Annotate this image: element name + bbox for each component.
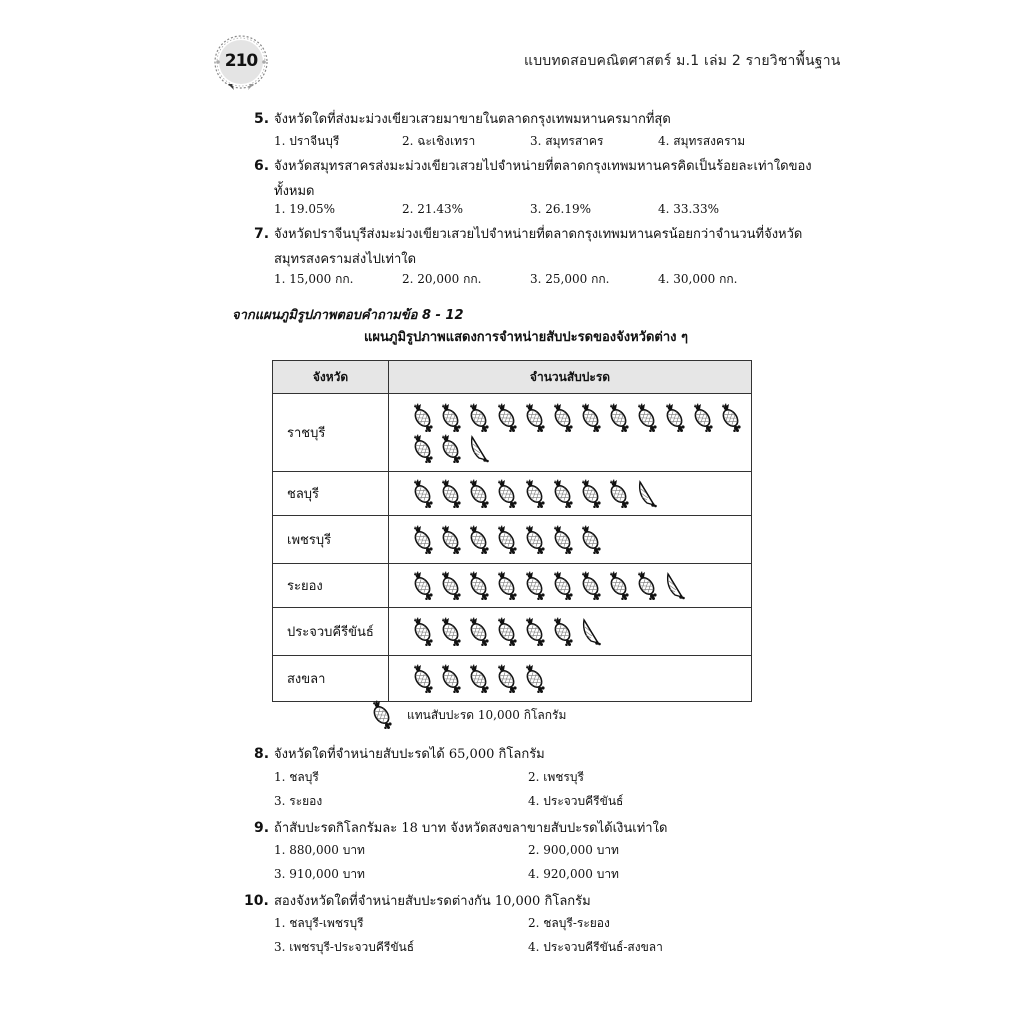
- half-pineapple-icon: [467, 434, 490, 463]
- half-pineapple-icon: [579, 617, 602, 646]
- question-5-options: [274, 132, 794, 151]
- pineapple-icon: [411, 525, 434, 554]
- option-3[interactable]: 3. ระยอง: [274, 794, 323, 808]
- option-2[interactable]: 2. เพชรบุรี: [528, 770, 584, 784]
- pineapple-icon: [439, 434, 462, 463]
- pineapple-icon: [551, 479, 574, 508]
- option-3[interactable]: 3. 910,000 บาท: [274, 867, 365, 881]
- option-4[interactable]: 4. 920,000 บาท: [528, 867, 619, 881]
- pineapple-icon: [411, 434, 434, 463]
- pineapple-icons-cell: [389, 564, 752, 608]
- pineapple-icon: [551, 571, 574, 600]
- pineapple-icon: [663, 403, 686, 432]
- pineapple-icon: [411, 403, 434, 432]
- pineapple-icons-cell: [389, 472, 752, 516]
- question-text: จังหวัดใดที่จำหน่ายสับปะรดได้ 65,000 กิโลกรัม: [274, 747, 545, 762]
- column-header-province: จังหวัด: [273, 361, 389, 394]
- pineapple-icon: [551, 525, 574, 554]
- option-4[interactable]: 4. 33.33%: [658, 202, 720, 216]
- question-text: จังหวัดสมุทรสาครส่งมะม่วงเขียวเสวยไปจำหน่ายที่ตลาดกรุงเทพมหานครคิดเป็นร้อยละเท่าใดของ: [274, 159, 812, 174]
- pineapple-icon: [467, 571, 490, 600]
- pineapple-icon: [635, 403, 658, 432]
- question-5: [254, 108, 671, 129]
- pineapple-icon: [411, 664, 434, 693]
- option-1[interactable]: 1. 19.05%: [274, 202, 336, 216]
- question-text: สองจังหวัดใดที่จำหน่ายสับปะรดต่างกัน 10,000 กิโลกรัม: [274, 894, 591, 909]
- option-3[interactable]: 3. เพชรบุรี-ประจวบคีรีขันธ์: [274, 940, 415, 954]
- pineapple-icon: [495, 571, 518, 600]
- book-title: แบบทดสอบคณิตศาสตร์ ม.1 เล่ม 2 รายวิชาพื้นฐาน: [524, 53, 841, 69]
- option-3[interactable]: 3. สมุทรสาคร: [530, 134, 604, 148]
- pineapple-icon: [523, 479, 546, 508]
- option-1[interactable]: 1. ปราจีนบุรี: [274, 134, 340, 148]
- pineapple-icon: [495, 479, 518, 508]
- question-text-cont: ทั้งหมด: [274, 184, 315, 199]
- pineapple-icon: [495, 525, 518, 554]
- pineapple-icon: [411, 571, 434, 600]
- half-pineapple-icon: [663, 571, 686, 600]
- pineapple-icon: [691, 403, 714, 432]
- option-3[interactable]: 3. 26.19%: [530, 202, 592, 216]
- pineapple-icons-cell: [389, 394, 752, 472]
- question-number: 9.: [254, 820, 270, 836]
- pineapple-icon: [439, 664, 462, 693]
- province-name: ประจวบคีรีขันธ์: [273, 608, 389, 656]
- pineapple-icon: [411, 479, 434, 508]
- option-2[interactable]: 2. ฉะเชิงเทรา: [402, 134, 476, 148]
- table-row: [273, 608, 752, 656]
- pineapple-icons-cell: [389, 656, 752, 702]
- pineapple-icon: [523, 617, 546, 646]
- option-1[interactable]: 1. 15,000 กก.: [274, 272, 354, 286]
- pineapple-icon: [523, 403, 546, 432]
- question-number: 7.: [254, 226, 270, 242]
- question-number: 5.: [254, 111, 270, 127]
- pineapple-icon: [467, 479, 490, 508]
- option-2[interactable]: 2. 900,000 บาท: [528, 843, 619, 857]
- page-number: 210: [224, 51, 258, 71]
- pineapple-icon: [439, 525, 462, 554]
- pineapple-icon: [467, 403, 490, 432]
- pineapple-icon: [411, 617, 434, 646]
- pineapple-icon: [467, 617, 490, 646]
- pineapple-icon: [467, 664, 490, 693]
- column-header-count: จำนวนสับปะรด: [389, 361, 752, 394]
- pineapple-icon: [579, 571, 602, 600]
- option-3[interactable]: 3. 25,000 กก.: [530, 272, 610, 286]
- pineapple-icon: [551, 617, 574, 646]
- pineapple-icon: [635, 571, 658, 600]
- question-text: ถ้าสับปะรดกิโลกรัมละ 18 บาท จังหวัดสงขลาขายสับปะรดได้เงินเท่าใด: [274, 821, 668, 836]
- section-label: จากแผนภูมิรูปภาพตอบคำถามข้อ 8 - 12: [232, 308, 464, 323]
- option-1[interactable]: 1. 880,000 บาท: [274, 843, 365, 857]
- pineapple-icon: [495, 664, 518, 693]
- question-text-cont: สมุทรสงครามส่งไปเท่าใด: [274, 252, 417, 267]
- question-number: 8.: [254, 746, 270, 762]
- table-row: [273, 656, 752, 702]
- question-10: [244, 890, 591, 911]
- option-4[interactable]: 4. ประจวบคีรีขันธ์-สงขลา: [528, 940, 663, 954]
- pineapple-icon: [523, 525, 546, 554]
- question-text: จังหวัดปราจีนบุรีส่งมะม่วงเขียวเสวยไปจำหน่ายที่ตลาดกรุงเทพมหานครน้อยกว่าจำนวนที่จังหวัด: [274, 227, 803, 242]
- page-number-badge: [212, 34, 270, 92]
- pineapple-icons-cell: [389, 608, 752, 656]
- table-row: [273, 472, 752, 516]
- pineapple-icon: [439, 403, 462, 432]
- pineapple-icons-cell: [389, 516, 752, 564]
- pineapple-icon: [439, 617, 462, 646]
- pictograph-table: [272, 360, 752, 702]
- province-name: เพชรบุรี: [273, 516, 389, 564]
- option-2[interactable]: 2. 21.43%: [402, 202, 464, 216]
- pineapple-icon: [523, 664, 546, 693]
- option-1[interactable]: 1. ชลบุรี: [274, 770, 319, 784]
- pineapple-icon: [439, 479, 462, 508]
- table-row: [273, 516, 752, 564]
- question-8: [254, 743, 545, 764]
- pineapple-icon: [579, 403, 602, 432]
- question-7: [254, 223, 802, 269]
- province-name: ชลบุรี: [273, 472, 389, 516]
- province-name: ระยอง: [273, 564, 389, 608]
- pineapple-icon: [370, 700, 393, 729]
- province-name: ราชบุรี: [273, 394, 389, 472]
- pineapple-icon: [607, 571, 630, 600]
- option-4[interactable]: 4. ประจวบคีรีขันธ์: [528, 794, 624, 808]
- question-9: [254, 817, 667, 838]
- province-name: สงขลา: [273, 656, 389, 702]
- question-6-options: [274, 202, 794, 216]
- pineapple-icon: [719, 403, 742, 432]
- legend-text: แทนสับปะรด 10,000 กิโลกรัม: [407, 708, 567, 722]
- option-1[interactable]: 1. ชลบุรี-เพชรบุรี: [274, 916, 364, 930]
- question-number: 10.: [244, 893, 269, 909]
- pineapple-icon: [495, 617, 518, 646]
- pineapple-icon: [467, 525, 490, 554]
- question-6: [254, 155, 812, 201]
- question-number: 6.: [254, 158, 270, 174]
- question-text: จังหวัดใดที่ส่งมะม่วงเขียวเสวยมาขายในตลาดกรุงเทพมหานครมากที่สุด: [274, 112, 671, 127]
- table-header-row: [273, 361, 752, 394]
- table-row: [273, 564, 752, 608]
- table-row: [273, 394, 752, 472]
- option-4[interactable]: 4. สมุทรสงคราม: [658, 134, 746, 148]
- option-2[interactable]: 2. ชลบุรี-ระยอง: [528, 916, 610, 930]
- pineapple-icon: [439, 571, 462, 600]
- option-4[interactable]: 4. 30,000 กก.: [658, 272, 738, 286]
- question-7-options: [274, 270, 794, 289]
- half-pineapple-icon: [635, 479, 658, 508]
- pineapple-icon: [523, 571, 546, 600]
- pineapple-icon: [579, 525, 602, 554]
- chart-legend: [370, 700, 566, 731]
- pineapple-icon: [607, 403, 630, 432]
- option-2[interactable]: 2. 20,000 กก.: [402, 272, 482, 286]
- pineapple-icon: [607, 479, 630, 508]
- pineapple-icon: [495, 403, 518, 432]
- pineapple-icon: [579, 479, 602, 508]
- pineapple-icon: [551, 403, 574, 432]
- chart-title: แผนภูมิรูปภาพแสดงการจำหน่ายสับปะรดของจังหวัดต่าง ๆ: [364, 330, 689, 345]
